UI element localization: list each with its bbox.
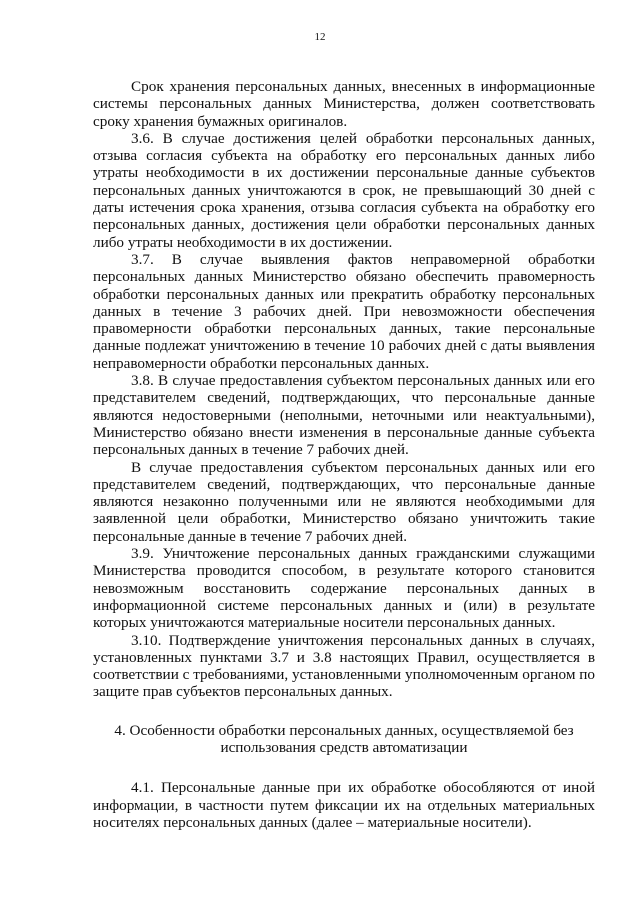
section-heading-line-2: использования средств автоматизации xyxy=(220,738,468,756)
page-number: 12 xyxy=(314,31,326,43)
paragraph-3-7: 3.7. В случае выявления фактов неправомерной обработки персональных данных Министерство обязано обеспечить правомерность обработки персональных данных или прекратить обработку персональных данных в течение 3 рабочих дней. При невозможности обеспечения правомерности обработки персональных данных, такие персональные данные подлежат уничтожению в течение 10 рабочих дней с даты выявления неправомерности обработки персональных данных. xyxy=(93,250,595,372)
paragraph-3-8-continued: В случае предоставления субъектом персональных данных или его представителем сведений, подтверждающих, что персональные данные являются незаконно полученными или не являются необходимыми для заявленной цели обработки, Министерство обязано уничтожить такие персональные данные в течение 7 рабочих дней. xyxy=(93,458,595,545)
paragraph-3-10: 3.10. Подтверждение уничтожения персональных данных в случаях, установленных пунктами 3.7 и 3.8 настоящих Правил, осуществляется в соответствии с требованиями, установленными уполномоченным органом по защите прав субъектов персональных данных. xyxy=(93,631,595,701)
section-heading-line-1: 4. Особенности обработки персональных данных, осуществляемой без xyxy=(114,721,574,739)
paragraph-3-6: 3.6. В случае достижения целей обработки персональных данных, отзыва согласия субъекта на обработку его персональных данных либо утраты необходимости в их достижении персональные данные субъектов персональных данных уничтожаются в срок, не превышающий 30 дней с даты истечения срока хранения, отзыва согласия субъекта на обработку его персональных данных, достижения цели обработки персональных данных либо утраты необходимости в их достижении. xyxy=(93,129,595,251)
paragraph-4-1: 4.1. Персональные данные при их обработке обособляются от иной информации, в частности путем фиксации их на отдельных материальных носителях персональных данных (далее – материальные носители). xyxy=(93,779,595,831)
paragraph-3-9: 3.9. Уничтожение персональных данных гражданскими служащими Министерства проводится способом, в результате которого становится невозможным восстановить содержание персональных данных в информационной системе персональных данных и (или) в результате которых уничтожаются материальные носители персональных данных. xyxy=(93,545,595,632)
paragraph-3-8: 3.8. В случае предоставления субъектом персональных данных или его представителем сведений, подтверждающих, что персональные данные являются недостоверными (неполными, неточными или неактуальными), Министерство обязано внести изменения в персональные данные субъекта персональных данных в течение 7 рабочих дней. xyxy=(93,372,595,459)
paragraph-storage-period: Срок хранения персональных данных, внесенных в информационные системы персональных данных Министерства, должен соответствовать сроку хранения бумажных оригиналов. xyxy=(93,78,595,130)
document-body xyxy=(93,78,595,831)
section-heading-4 xyxy=(93,722,595,757)
